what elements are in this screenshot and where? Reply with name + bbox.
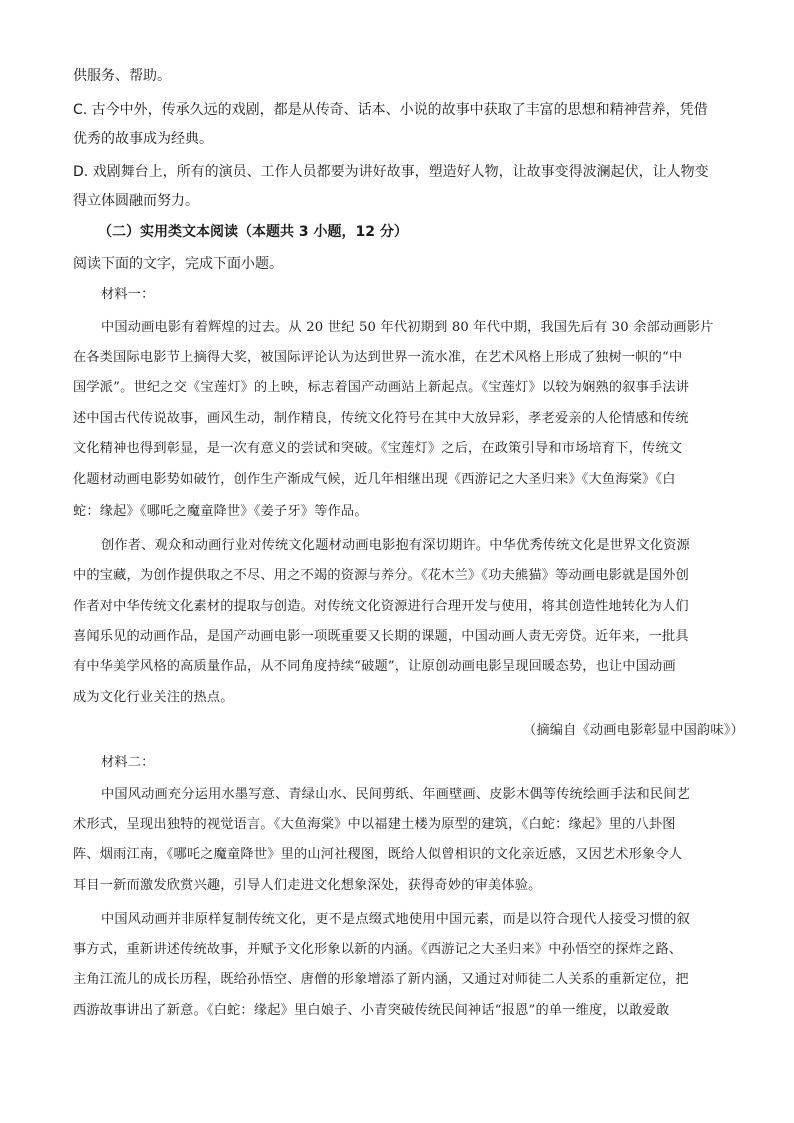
material-1-source: （摘编自《动画电影彰显中国韵味》）	[523, 723, 744, 738]
material-2-p2-line: 中国风动画并非原样复制传统文化，更不是点缀式地使用中国元素，而是以符合现代人接受习惯的叙	[101, 912, 691, 927]
material-1-p2-line: 有中华美学风格的高质量作品，从不同角度持续“破题”，让原创动画电影呈现回暖态势，也让中国动画	[73, 659, 676, 674]
section-title: （二）实用类文本阅读（本题共 3 小题，12 分）	[98, 224, 408, 240]
material-2-p2-line: 西游故事讲出了新意。《白蛇：缘起》里白娘子、小青突破传统民间神话“报恩”的单一维度，以敢爱敢	[73, 1003, 670, 1018]
material-1-p2-line: 喜闻乐见的动画作品，是国产动画电影一项既重要又长期的课题，中国动画人责无旁贷。近年来，一批具	[73, 629, 689, 644]
material-2-p1-line: 耳目一新而激发欣赏兴趣，引导人们走进文化想象深处，获得奇妙的审美体验。	[73, 878, 542, 893]
material-1-p2-line: 作者对中华传统文化素材的提取与创造。对传统文化资源进行合理开发与使用，将其创造性地转化为人们	[73, 599, 689, 614]
material-2-p1-line: 中国风动画充分运用水墨写意、青绿山水、民间剪纸、年画壁画、皮影木偶等传统绘画手法和民间艺	[101, 787, 691, 802]
material-1-p2-line: 中的宝藏，为创作提供取之不尽、用之不竭的资源与养分。《花木兰》《功夫熊猫》等动画电影就是国外创	[73, 568, 690, 583]
material-1-p1-line: 化题材动画电影势如破竹，创作生产渐成气候，近几年相继出现《西游记之大圣归来》《大鱼海棠》《白	[73, 472, 676, 487]
material-1-p2-line: 成为文化行业关注的热点。	[73, 690, 234, 705]
material-1-p1-line: 国学派”。世纪之交《宝莲灯》的上映，标志着国产动画站上新起点。《宝莲灯》以较为娴熟的叙事手法讲	[73, 380, 690, 395]
section-instruction: 阅读下面的文字，完成下面小题。	[73, 256, 283, 272]
material-1-label: 材料一：	[101, 287, 155, 302]
material-1-p1-line: 蛇：缘起》《哪吒之魔童降世》《姜子牙》等作品。	[73, 504, 368, 519]
option-d-line-2: 得立体圆融而努力。	[73, 193, 199, 209]
material-1-p1-line: 中国动画电影有着辉煌的过去。从 20 世纪 50 年代初期到 80 年代中期，我国先后有 30 余部动画影片	[101, 320, 714, 335]
option-d-line-1: D. 戏剧舞台上，所有的演员、工作人员都要为讲好故事，塑造好人物，让故事变得波澜起伏，让人物变	[73, 164, 709, 180]
material-2-p1-line: 术形式，呈现出独特的视觉语言。《大鱼海棠》中以福建土楼为原型的建筑，《白蛇：缘起》里的八卦图	[73, 817, 676, 832]
material-1-p2-line: 创作者、观众和动画行业对传统文化题材动画电影抱有深切期许。中华优秀传统文化是世界文化资源	[101, 538, 691, 553]
option-c-line-2: 优秀的故事成为经典。	[73, 131, 213, 147]
material-1-p1-line: 文化精神也得到彰显，是一次有意义的尝试和突破。《宝莲灯》之后，在政策引导和市场培育下，传统文	[73, 441, 683, 456]
material-2-p2-line: 主角江流儿的成长历程，既给孙悟空、唐僧的形象增添了新内涵，又通过对师徒二人关系的重新定位，把	[73, 972, 689, 987]
material-2-p2-line: 事方式，重新讲述传统故事，并赋予文化形象以新的内涵。《西游记之大圣归来》中孙悟空的探炸之路、	[73, 942, 683, 957]
material-2-label: 材料二：	[101, 755, 155, 770]
option-c-line-1: C. 古今中外，传承久远的戏剧，都是从传奇、话本、小说的故事中获取了丰富的思想和精神营养，凭借	[73, 102, 708, 118]
material-1-p1-line: 述中国古代传说故事，画风生动，制作精良，传统文化符号在其中大放异彩，孝老爱亲的人伦情感和传统	[73, 411, 689, 426]
material-1-p1-line: 在各类国际电影节上摘得大奖，被国际评论认为达到世界一流水准，在艺术风格上形成了独树一帜的“中	[73, 350, 683, 365]
option-b-tail: 供服务、帮助。	[73, 68, 171, 84]
material-2-p1-line: 阵、烟雨江南，《哪吒之魔童降世》里的山河社稷图，既给人似曾相识的文化亲近感，又因艺术形象令人	[73, 847, 683, 862]
